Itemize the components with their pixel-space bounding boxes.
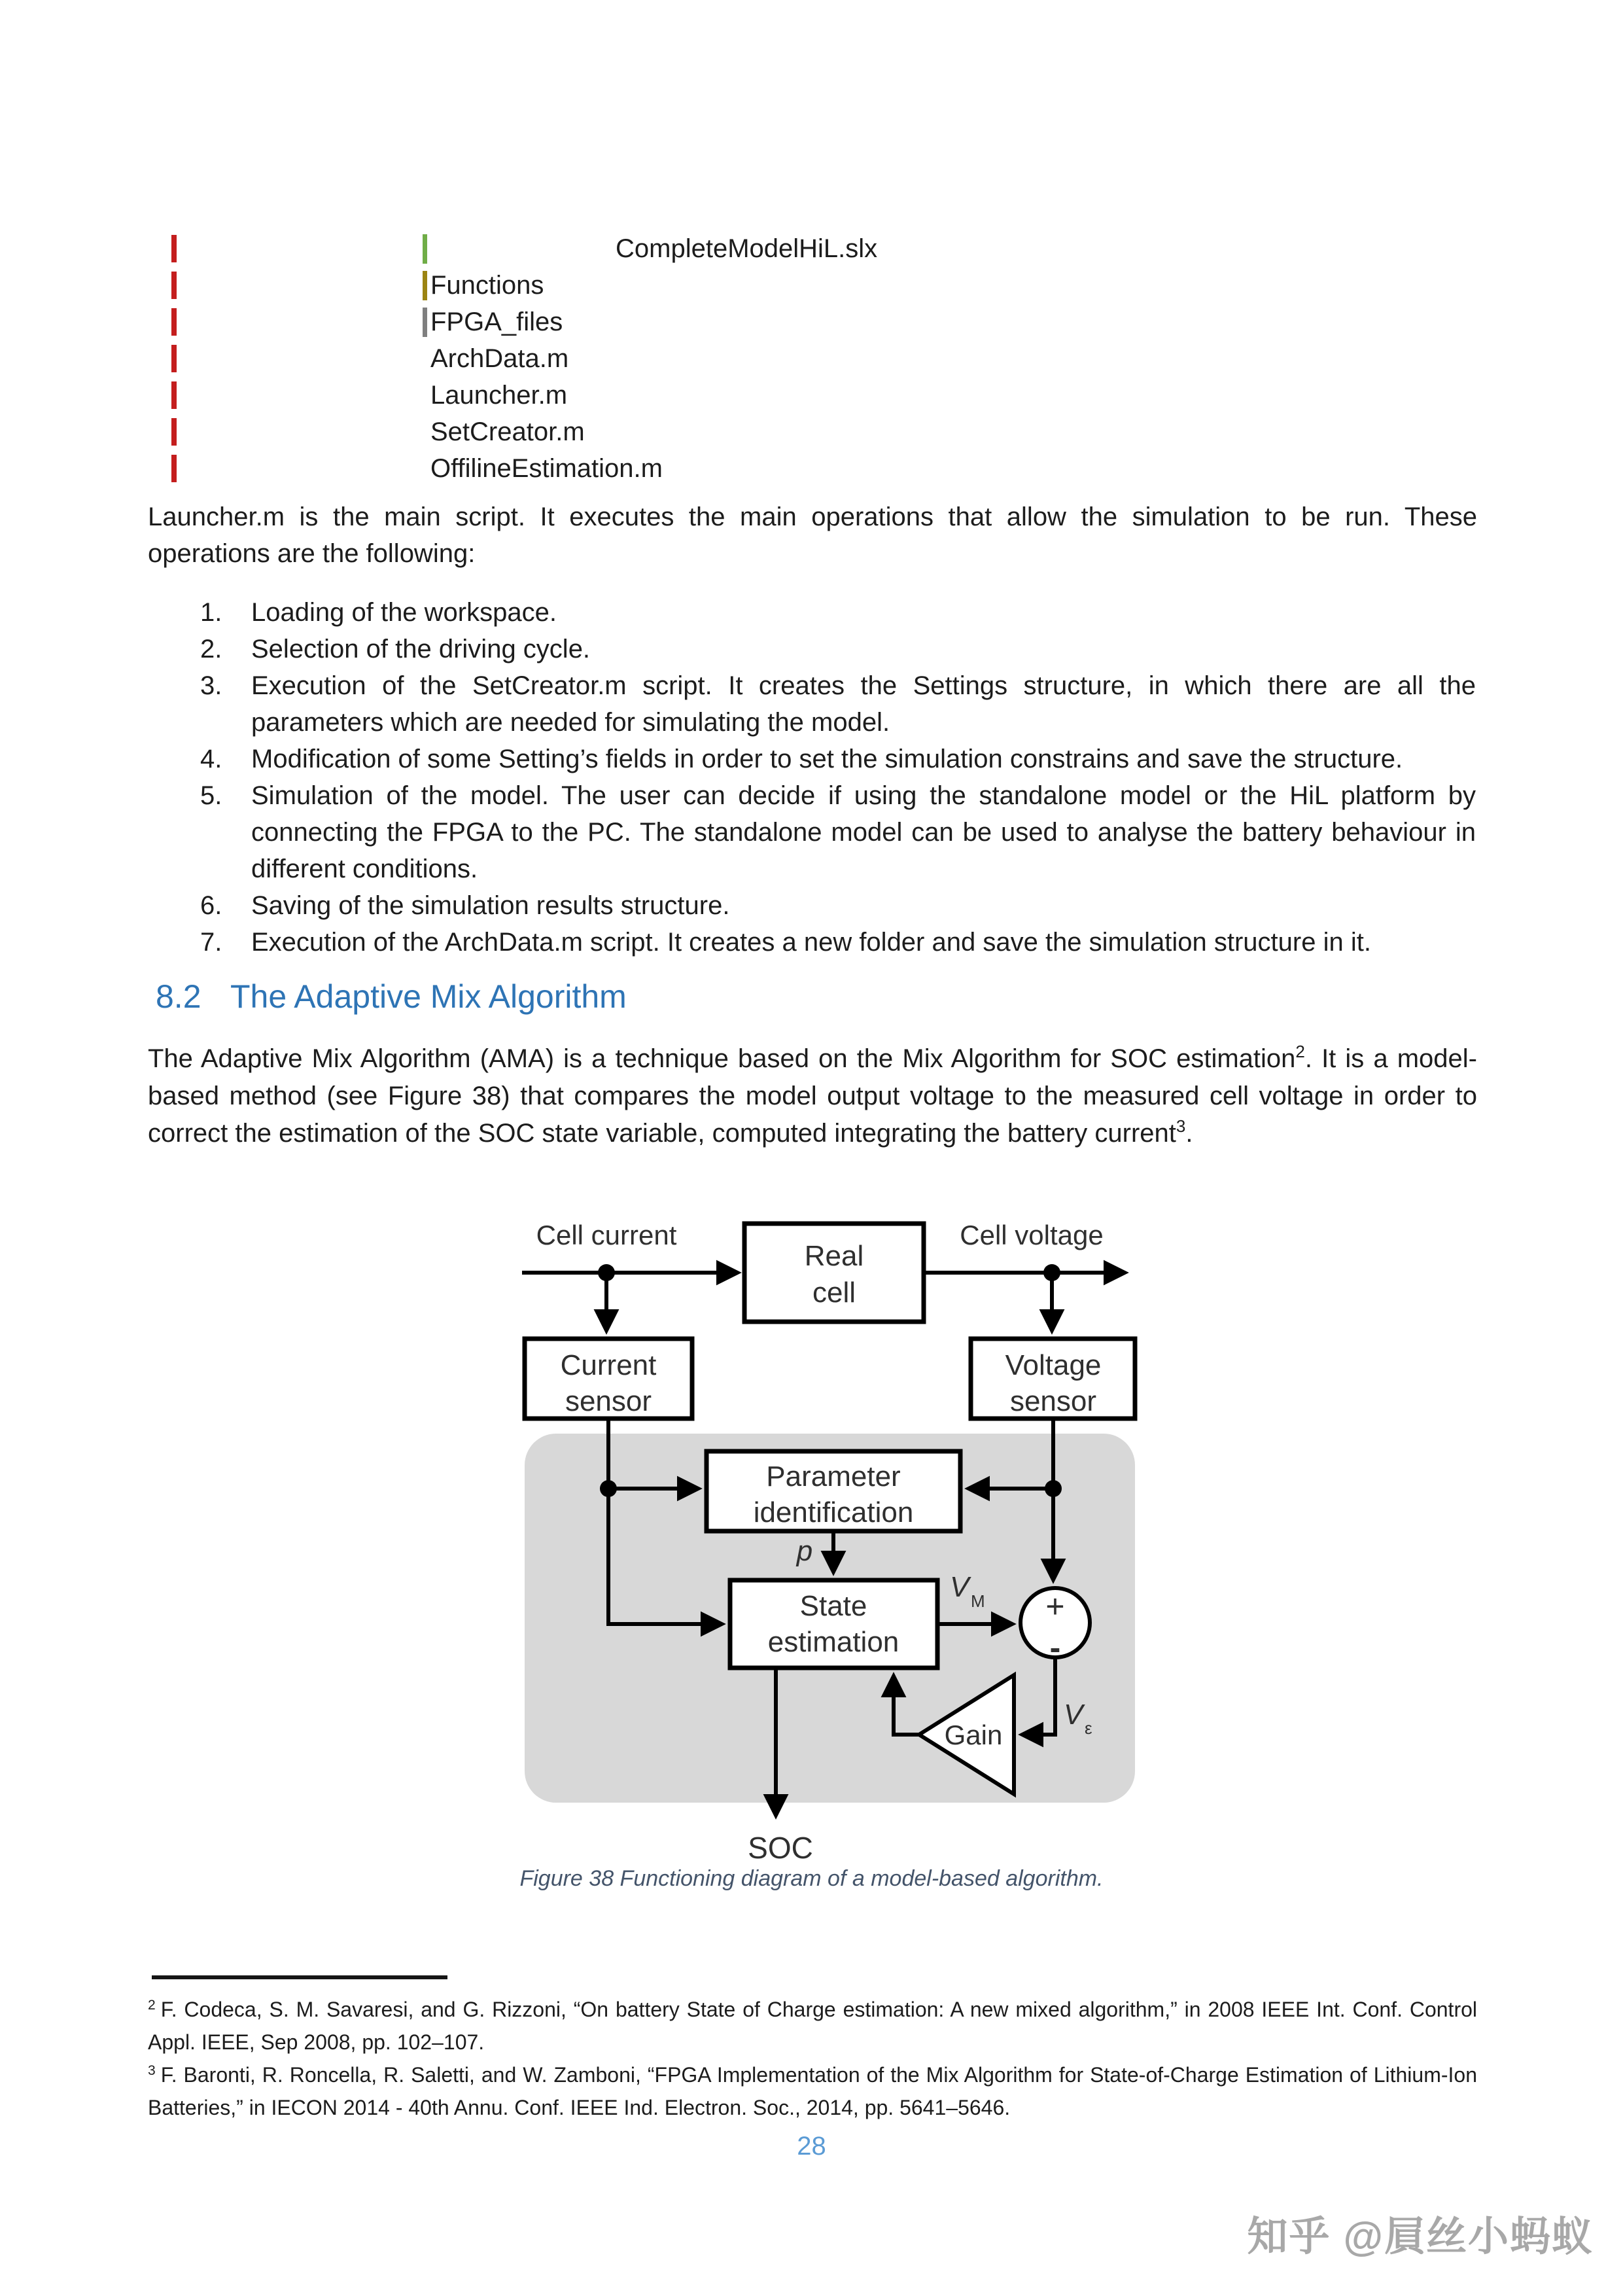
file-name: Launcher.m — [430, 381, 568, 410]
list-item — [200, 924, 1476, 961]
tree-branch-bar — [423, 271, 427, 300]
figure-caption: Figure 38 Functioning diagram of a model-based algorithm. — [519, 1866, 1104, 1891]
revision-bar — [171, 272, 177, 299]
real-cell-label: cell — [812, 1277, 856, 1309]
list-item — [200, 887, 1476, 924]
tree-branch-bar — [423, 234, 427, 264]
file-name: ArchData.m — [430, 344, 569, 373]
list-text: Execution of the SetCreator.m script. It creates the Settings structure, in which there are all the parameters which are needed for simulating the model. — [251, 671, 1476, 737]
file-name: CompleteModelHiL.slx — [616, 234, 878, 263]
revision-bar — [171, 308, 177, 336]
soc-label: SOC — [748, 1831, 813, 1865]
ama-paragraph — [148, 1040, 1477, 1152]
paragraph-text: The Adaptive Mix Algorithm (AMA) is a technique based on the Mix Algorithm for SOC estimation — [148, 1044, 1296, 1073]
vm-subscript: M — [971, 1591, 985, 1611]
list-number: 1. — [200, 598, 222, 627]
revision-bar — [171, 418, 177, 446]
section-number: 8.2 — [156, 978, 201, 1015]
cell-voltage-label: Cell voltage — [960, 1220, 1104, 1250]
parameter-identification-label: Parameter — [766, 1460, 901, 1492]
junction-dot — [1043, 1264, 1060, 1281]
p-label: p — [796, 1535, 813, 1567]
list-item — [200, 741, 1476, 777]
file-name: SetCreator.m — [430, 417, 585, 446]
paragraph-text: . It is a model-based method (see Figure 38) that compares the model output voltage to the measured cell voltage in order to correct the estimation of the SOC state variable, computed integrating the battery current — [148, 1044, 1477, 1148]
footnote-text: F. Codeca, S. M. Savaresi, and G. Rizzoni, “On battery State of Charge estimation: A new mixed algorithm,” in 2008 IEEE Int. Conf. Control Appl. IEEE, Sep 2008, pp. 102–107. — [148, 1998, 1477, 2054]
footnotes — [148, 1993, 1477, 2124]
file-tree-row — [0, 304, 1623, 340]
list-item — [200, 777, 1476, 887]
list-number: 7. — [200, 928, 222, 957]
file-name: Functions — [430, 271, 544, 300]
voltage-sensor-label: sensor — [1009, 1385, 1097, 1417]
footnote-text: F. Baronti, R. Roncella, R. Saletti, and W. Zamboni, “FPGA Implementation of the Mix Algorithm for State-of-Charge Estimation of Lithium-Ion Batteries,” in IECON 2014 - 40th Annu. Conf. IEEE Ind. Electron. Soc., 2014, pp. 5641–5646. — [148, 2063, 1477, 2119]
file-tree-row — [0, 450, 1623, 487]
operations-list — [200, 594, 1476, 961]
state-estimation-label: State — [799, 1590, 867, 1622]
footnote-ref-3: 3 — [1176, 1116, 1186, 1136]
file-tree-row — [0, 267, 1623, 304]
list-text: Execution of the ArchData.m script. It creates a new folder and save the simulation structure in it. — [251, 928, 1371, 957]
footnote-marker: 3 — [148, 2063, 156, 2078]
voltage-sensor-label: Voltage — [1005, 1349, 1102, 1381]
list-item — [200, 667, 1476, 741]
list-number: 6. — [200, 891, 222, 920]
tree-branch-bar — [423, 308, 427, 337]
summation-minus-sign: - — [1049, 1629, 1061, 1666]
list-number: 3. — [200, 671, 222, 700]
list-number: 5. — [200, 781, 222, 810]
revision-bar — [171, 235, 177, 262]
gain-label: Gain — [944, 1720, 1003, 1750]
intro-paragraph: Launcher.m is the main script. It executes the main operations that allow the simulation to be run. These operations are the following: — [148, 503, 1477, 568]
list-text: Saving of the simulation results structure. — [251, 891, 730, 920]
paragraph-text: . — [1185, 1119, 1193, 1148]
footnote-separator — [152, 1975, 447, 1979]
junction-dot — [598, 1264, 615, 1281]
footnote — [148, 1993, 1477, 2058]
list-number: 2. — [200, 635, 222, 663]
footnote — [148, 2058, 1477, 2124]
list-text: Modification of some Setting’s fields in order to set the simulation constrains and save the structure. — [251, 745, 1403, 773]
list-text: Loading of the workspace. — [251, 598, 557, 627]
verr-label: V — [1064, 1699, 1083, 1731]
summation-plus-sign: + — [1045, 1588, 1065, 1625]
list-number: 4. — [200, 745, 222, 773]
file-name: OffilineEstimation.m — [430, 454, 663, 483]
junction-dot — [1045, 1480, 1062, 1497]
real-cell-label: Real — [804, 1240, 864, 1272]
footnote-ref-2: 2 — [1295, 1042, 1305, 1061]
section-heading — [156, 978, 627, 1016]
state-estimation-label: estimation — [767, 1626, 899, 1658]
revision-bar — [171, 345, 177, 372]
junction-dot — [600, 1480, 617, 1497]
section-title: The Adaptive Mix Algorithm — [230, 978, 627, 1015]
parameter-identification-label: identification — [753, 1496, 914, 1528]
footnote-marker: 2 — [148, 1998, 156, 2013]
revision-bar — [171, 381, 177, 409]
file-tree-row — [0, 230, 1623, 267]
verr-subscript: ε — [1085, 1718, 1092, 1738]
page-number: 28 — [797, 2132, 826, 2161]
watermark: 知乎 @屓丝小蚂蚁 — [1247, 2214, 1594, 2259]
file-tree-row — [0, 340, 1623, 377]
current-sensor-label: Current — [560, 1349, 657, 1381]
current-sensor-label: sensor — [565, 1385, 652, 1417]
list-text: Selection of the driving cycle. — [251, 635, 591, 663]
file-tree-row — [0, 414, 1623, 450]
file-tree — [0, 230, 1623, 492]
file-name: FPGA_files — [430, 308, 563, 336]
figure-diagram — [504, 1203, 1217, 1865]
vm-label: V — [950, 1571, 969, 1603]
list-item — [200, 594, 1476, 631]
revision-bar — [171, 455, 177, 482]
file-tree-row — [0, 377, 1623, 414]
cell-current-label: Cell current — [536, 1220, 677, 1250]
list-text: Simulation of the model. The user can decide if using the standalone model or the HiL platform by connecting the FPGA to the PC. The standalone model can be used to analyse the battery behaviour in different conditions. — [251, 781, 1476, 883]
list-item — [200, 631, 1476, 667]
